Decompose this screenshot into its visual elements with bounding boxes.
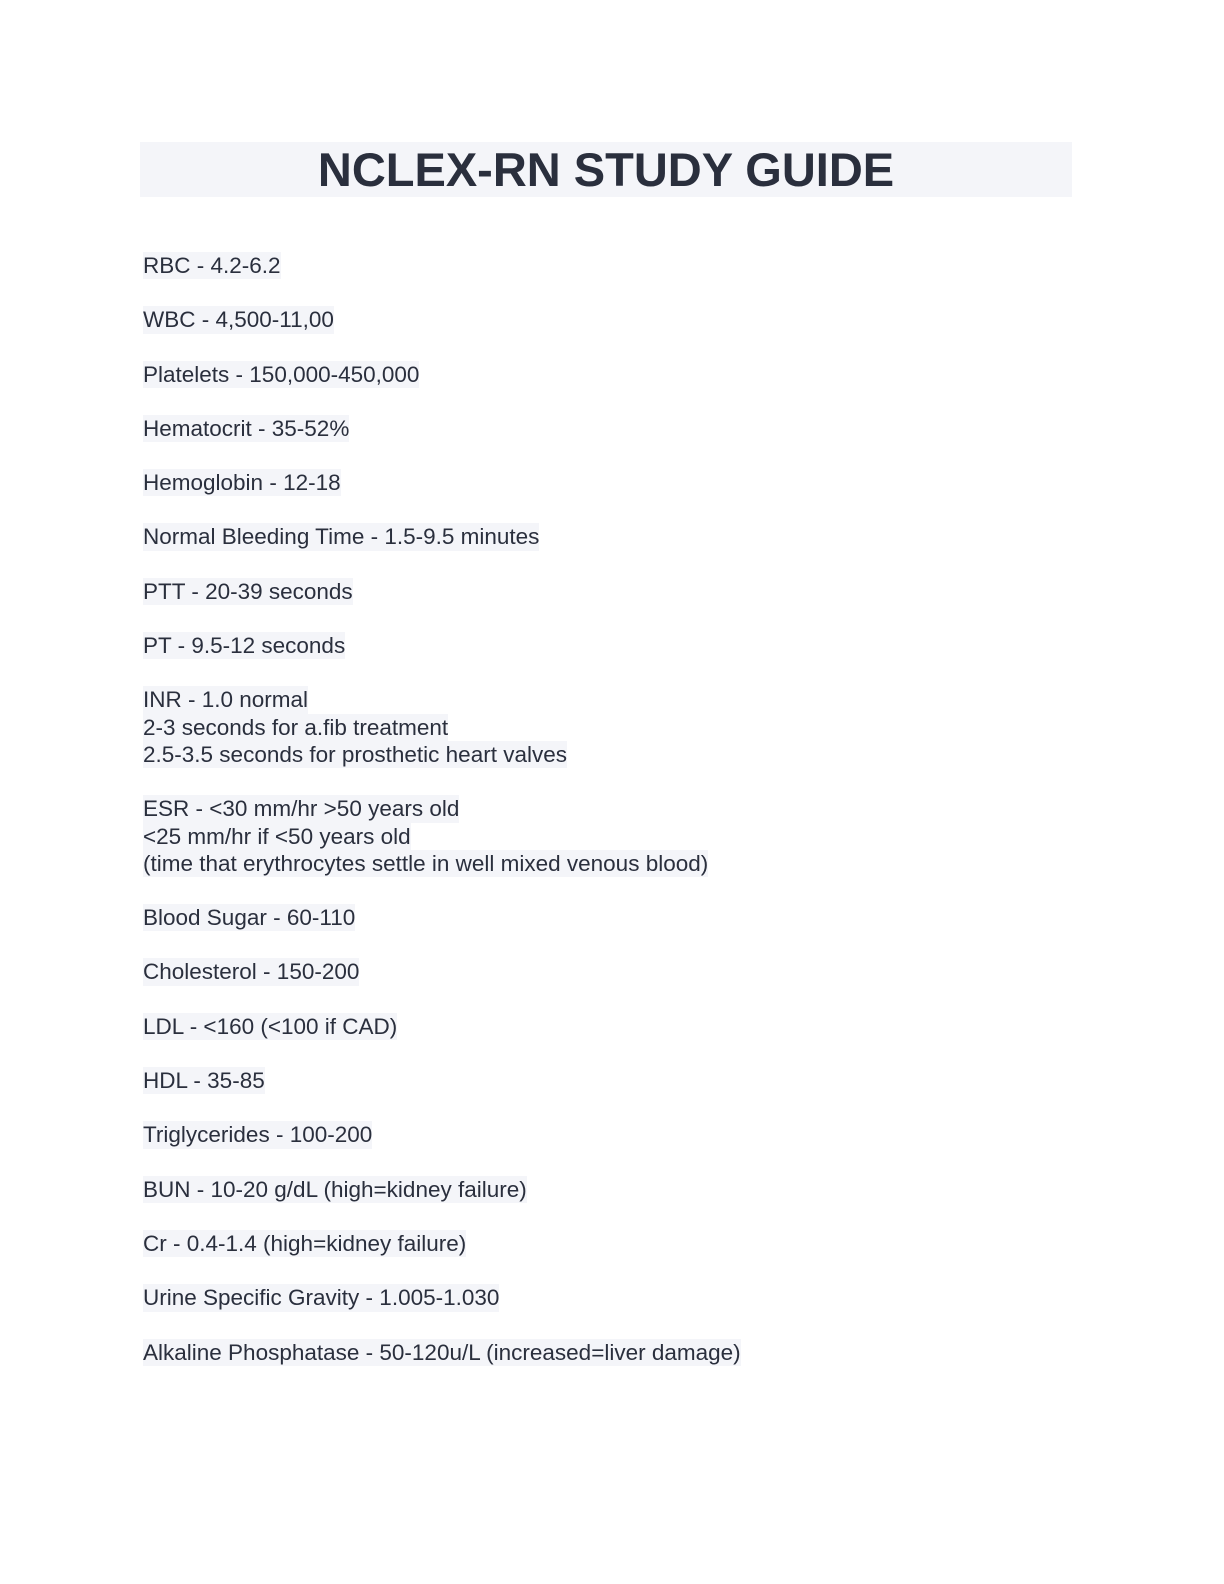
entry-line: LDL - <160 (<100 if CAD): [143, 1013, 398, 1039]
entry-line: Urine Specific Gravity - 1.005-1.030: [143, 1285, 500, 1311]
entry-line: BUN - 10-20 g/dL (high=kidney failure): [143, 1176, 527, 1202]
entry-line: <25 mm/hr if <50 years old: [143, 823, 411, 849]
entry-line: PTT - 20-39 seconds: [143, 578, 353, 604]
entry-line: (time that erythrocytes settle in well mixed venous blood): [143, 850, 709, 876]
lab-entry-wbc: [143, 306, 1093, 333]
entry-line: PT - 9.5-12 seconds: [143, 633, 346, 659]
entry-line: Alkaline Phosphatase - 50-120u/L (increased=liver damage): [143, 1339, 741, 1365]
lab-values-list: [143, 252, 1093, 1393]
lab-entry-inr: [143, 686, 1093, 768]
lab-entry-triglycerides: [143, 1121, 1093, 1148]
lab-entry-cholesterol: [143, 958, 1093, 985]
entry-line: Blood Sugar - 60-110: [143, 905, 356, 931]
entry-line: HDL - 35-85: [143, 1068, 265, 1094]
lab-entry-bun: [143, 1176, 1093, 1203]
entry-line: WBC - 4,500-11,00: [143, 307, 334, 333]
entry-line: ESR - <30 mm/hr >50 years old: [143, 796, 460, 822]
lab-entry-rbc: [143, 252, 1093, 279]
entry-line: Hemoglobin - 12-18: [143, 470, 341, 496]
lab-entry-ptt: [143, 578, 1093, 605]
page-title: NCLEX-RN STUDY GUIDE: [317, 143, 895, 196]
lab-entry-hematocrit: [143, 415, 1093, 442]
entry-line: RBC - 4.2-6.2: [143, 253, 281, 278]
entry-line: INR - 1.0 normal: [143, 687, 309, 713]
entry-line: Triglycerides - 100-200: [143, 1122, 373, 1148]
lab-entry-urine-specific-gravity: [143, 1284, 1093, 1311]
lab-entry-hdl: [143, 1067, 1093, 1094]
lab-entry-ldl: [143, 1013, 1093, 1040]
entry-line: Cholesterol - 150-200: [143, 959, 360, 985]
entry-line: 2-3 seconds for a.fib treatment: [143, 714, 449, 740]
lab-entry-esr: [143, 795, 1093, 877]
entry-line: Hematocrit - 35-52%: [143, 415, 350, 441]
lab-entry-bleeding-time: [143, 523, 1093, 550]
entry-line: Cr - 0.4-1.4 (high=kidney failure): [143, 1230, 467, 1256]
lab-entry-pt: [143, 632, 1093, 659]
lab-entry-blood-sugar: [143, 904, 1093, 931]
lab-entry-hemoglobin: [143, 469, 1093, 496]
title-banner: [140, 142, 1072, 197]
lab-entry-platelets: [143, 361, 1093, 388]
entry-line: Platelets - 150,000-450,000: [143, 361, 420, 387]
lab-entry-creatinine: [143, 1230, 1093, 1257]
entry-line: 2.5-3.5 seconds for prosthetic heart valves: [143, 741, 567, 767]
lab-entry-alkaline-phosphatase: [143, 1339, 1093, 1366]
entry-line: Normal Bleeding Time - 1.5-9.5 minutes: [143, 524, 540, 550]
